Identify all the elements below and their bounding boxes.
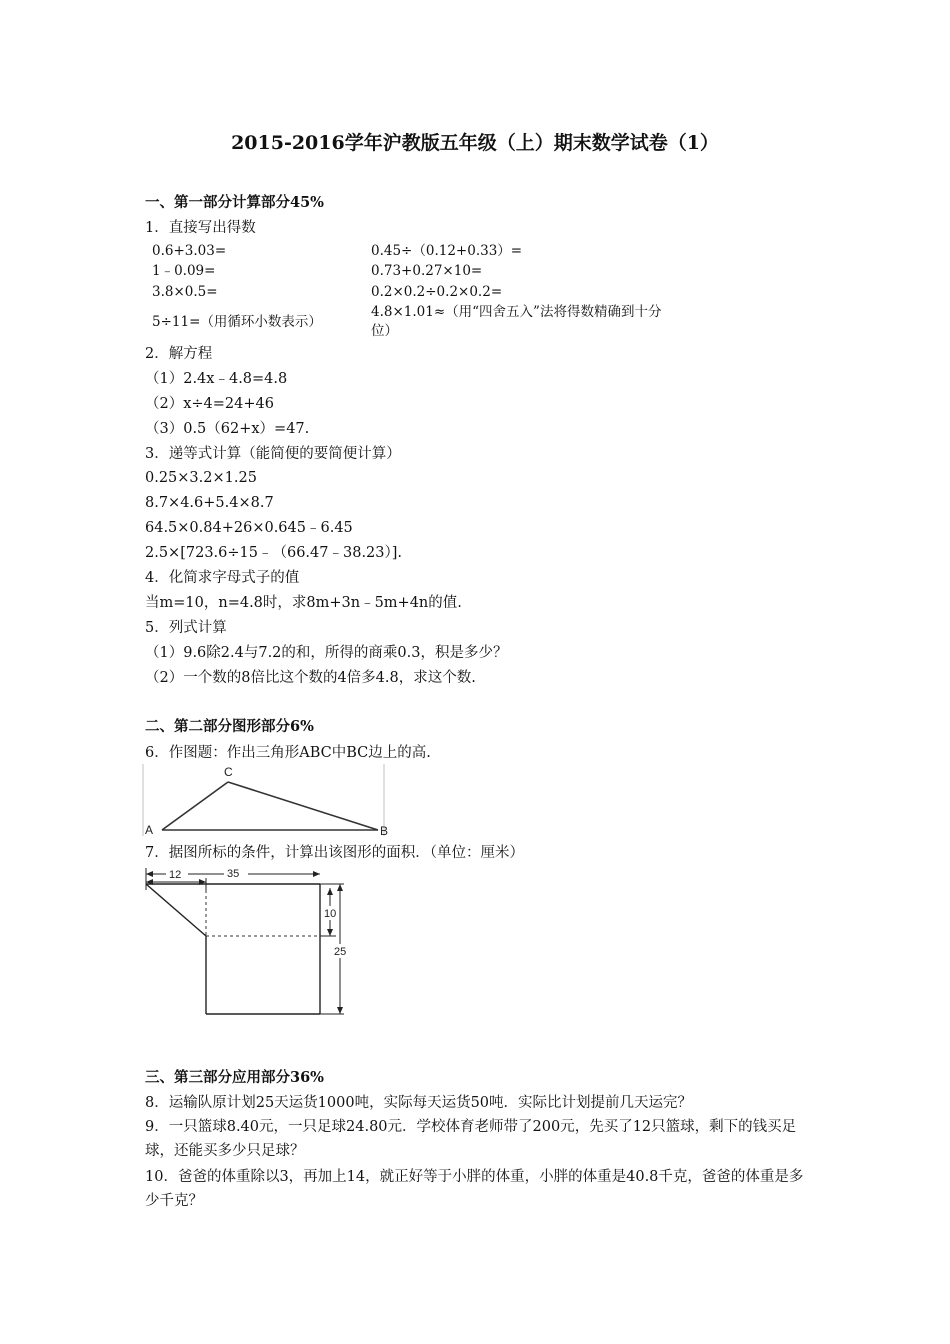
expression-item: 8.7×4.6+5.4×8.7 [145,495,274,511]
calc-item: 0.6+3.03= [152,243,227,259]
vertex-label-b: B [380,824,389,838]
section-heading-2: 二、第二部分图形部分6% [145,718,314,735]
question-9-text: 9．一只篮球8.40元，一只足球24.80元．学校体育老师带了200元，先买了12只篮球，剩下的钱买足球，还能买多少只足球？ [145,1119,797,1159]
question-8-text: 8．运输队原计划25天运货1000吨，实际每天运货50吨．实际比计划提前几天运完？ [145,1095,693,1111]
vertex-label-a: A [145,823,154,837]
section-heading-3: 三、第三部分应用部分36% [145,1069,324,1086]
triangle-figure [140,762,400,842]
question-1-title: 1．直接写出得数 [145,220,256,236]
word-problem-item: （2）一个数的8倍比这个数的4倍多4.8，求这个数. [145,670,476,686]
expression-item: 2.5×[723.6÷15﹣（66.47﹣38.23）]. [145,545,403,561]
question-7-text: 7．据图所标的条件，计算出该图形的面积．（单位：厘米） [145,845,524,861]
question-3-title: 3．递等式计算（能简便的要简便计算） [145,446,401,462]
dimension-label-25: 25 [334,946,347,958]
vertex-label-c: C [224,765,233,779]
page-title: 2015-2016学年沪教版五年级（上）期末数学试卷（1） [231,132,719,154]
calc-item: 4.8×1.01≈（用“四舍五入”法将得数精确到十分 [371,304,662,320]
section-heading-1: 一、第一部分计算部分45% [145,194,324,211]
calc-item: 位） [371,323,398,339]
calc-item: 0.45÷（0.12+0.33）= [371,243,523,259]
dimension-label-10: 10 [324,908,337,920]
question-4-text: 当m=10，n=4.8时，求8m+3n﹣5m+4n的值. [145,595,462,611]
question-5-title: 5．列式计算 [145,620,227,636]
calc-item: 0.2×0.2÷0.2×0.2= [371,284,503,300]
question-2-title: 2．解方程 [145,346,213,362]
composite-shape-figure [140,864,360,1020]
question-10-text: 10．爸爸的体重除以3，再加上14，就正好等于小胖的体重，小胖的体重是40.8千克，爸爸的体重是多少千克？ [145,1169,804,1209]
calc-item: 3.8×0.5= [152,284,218,300]
expression-item: 64.5×0.84+26×0.645﹣6.45 [145,520,353,536]
dimension-label-35: 35 [227,868,240,880]
calc-item: 1﹣0.09= [152,263,216,279]
question-6-text: 6．作图题：作出三角形ABC中BC边上的高. [145,745,431,761]
question-4-title: 4．化简求字母式子的值 [145,570,300,586]
dimension-label-12: 12 [169,869,182,881]
equation-item: （1）2.4x﹣4.8=4.8 [145,371,288,387]
calc-item: 0.73+0.27×10= [371,263,483,279]
word-problem-item: （1）9.6除2.4与7.2的和，所得的商乘0.3，积是多少？ [145,645,508,661]
equation-item: （2）x÷4=24+46 [145,396,274,412]
calc-item: 5÷11=（用循环小数表示） [152,314,322,330]
equation-item: （3）0.5（62+x）=47. [145,421,310,437]
expression-item: 0.25×3.2×1.25 [145,470,257,486]
